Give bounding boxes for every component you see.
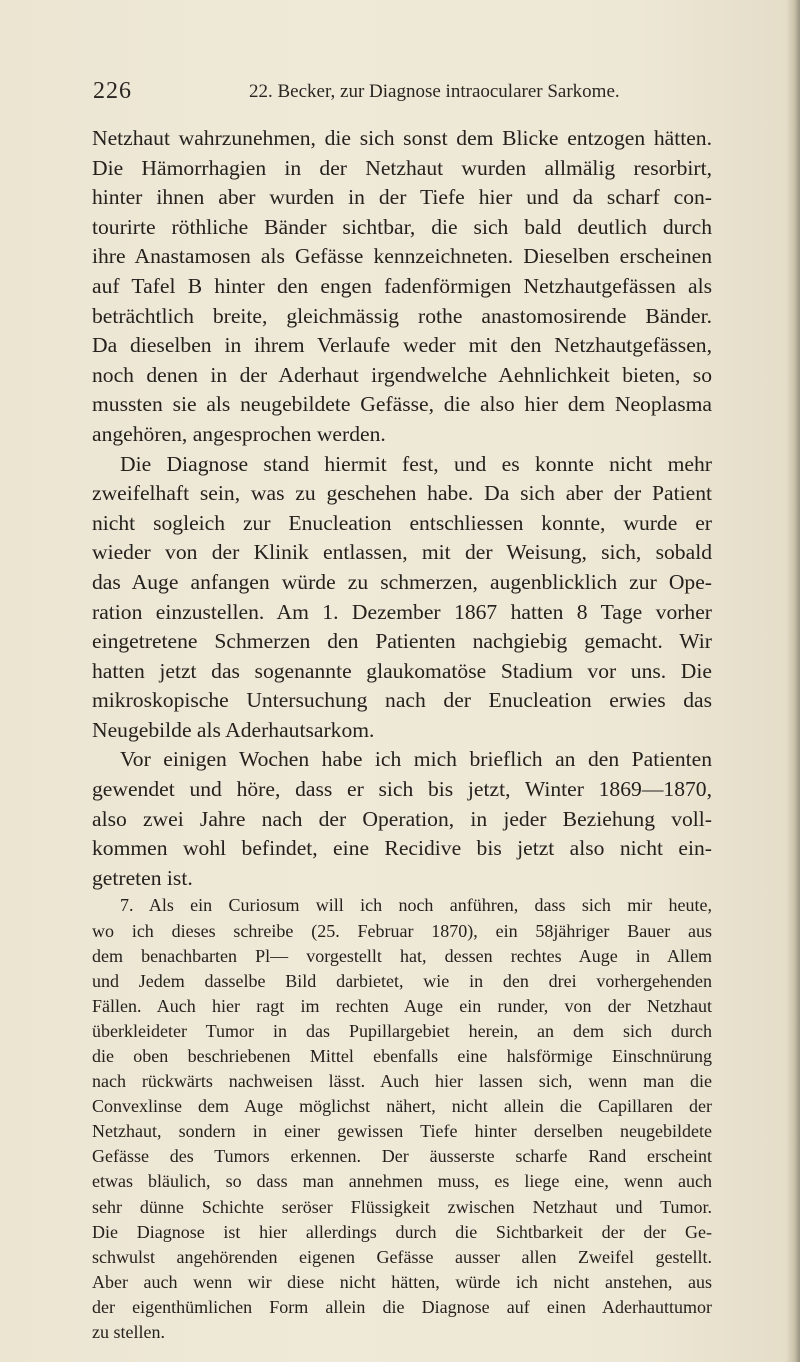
note-line: Gefässe des Tumors erkennen. Der äusserste scharfe Rand erscheint (92, 1146, 712, 1167)
text-line: angehören, angesprochen werden. (92, 421, 386, 446)
text-line: getreten ist. (92, 865, 193, 890)
page-number: 226 (93, 78, 132, 104)
text-line: mussten sie als neugebildete Gefässe, die also hier dem Neoplasma (92, 392, 712, 417)
note-line: 7. Als ein Curiosum will ich noch anführen, dass sich mir heute, (120, 895, 712, 916)
note-line: Die Diagnose ist hier allerdings durch die Sichtbarkeit der der Ge- (92, 1221, 712, 1242)
main-text (92, 124, 712, 893)
note-line: Fällen. Auch hier ragt im rechten Auge ein runder, von der Netzhaut (92, 995, 712, 1016)
text-line: Da dieselben in ihrem Verlaufe weder mit den Netzhautgefässen, (92, 333, 712, 358)
footnote-text (92, 893, 712, 1345)
text-line: Vor einigen Wochen habe ich mich brieflich an den Patienten (120, 747, 712, 772)
text-line: nicht sogleich zur Enucleation entschliessen konnte, wurde er (92, 510, 712, 535)
running-title: 22. Becker, zur Diagnose intraocularer Sarkome. (249, 81, 620, 102)
text-line: ration einzustellen. Am 1. Dezember 1867 hatten 8 Tage vorher (92, 599, 712, 624)
note-line: überkleideter Tumor in das Pupillargebiet herein, an dem sich durch (92, 1020, 712, 1041)
text-line: tourirte röthliche Bänder sichtbar, die sich bald deutlich durch (92, 214, 712, 239)
text-line: also zwei Jahre nach der Operation, in jeder Beziehung voll- (92, 806, 712, 831)
text-line: das Auge anfangen würde zu schmerzen, augenblicklich zur Ope- (92, 569, 712, 594)
page-edge-shadow (786, 0, 800, 1362)
note-line: schwulst angehörenden eigenen Gefässe ausser allen Zweifel gestellt. (92, 1246, 712, 1267)
text-line: hatten jetzt das sogenannte glaukomatöse Stadium vor uns. Die (92, 658, 712, 683)
note-line: dem benachbarten Pl— vorgestellt hat, dessen rechtes Auge in Allem (92, 945, 712, 966)
note-line: zu stellen. (92, 1322, 165, 1343)
text-line: hinter ihnen aber wurden in der Tiefe hier und da scharf con- (92, 185, 712, 210)
text-line: kommen wohl befindet, eine Recidive bis jetzt also nicht ein- (92, 836, 712, 861)
note-line: etwas bläulich, so dass man annehmen muss, es liege eine, wenn auch (92, 1171, 712, 1192)
running-head (93, 78, 713, 108)
note-line: nach rückwärts nachweisen lässt. Auch hier lassen sich, wenn man die (92, 1071, 712, 1092)
text-line: auf Tafel B hinter den engen fadenförmigen Netzhautgefässen als (92, 273, 712, 298)
page-body (92, 124, 712, 1345)
note-line: Convexlinse dem Auge möglichst nähert, nicht allein die Capillaren der (92, 1096, 712, 1117)
text-line: ihre Anastamosen als Gefässe kennzeichneten. Dieselben erscheinen (92, 244, 712, 269)
text-line: mikroskopische Untersuchung nach der Enucleation erwies das (92, 688, 712, 713)
text-line: Die Diagnose stand hiermit fest, und es konnte nicht mehr (120, 451, 712, 476)
note-line: Netzhaut, sondern in einer gewissen Tiefe hinter derselben neugebildete (92, 1121, 712, 1142)
note-line: die oben beschriebenen Mittel ebenfalls eine halsförmige Einschnürung (92, 1046, 712, 1066)
text-line: gewendet und höre, dass er sich bis jetzt, Winter 1869—1870, (92, 777, 712, 802)
text-line: eingetretene Schmerzen den Patienten nachgiebig gemacht. Wir (92, 629, 712, 654)
text-line: Die Hämorrhagien in der Netzhaut wurden allmälig resorbirt, (92, 155, 712, 180)
text-line: Neugebilde als Aderhautsarkom. (92, 717, 375, 742)
text-line: wieder von der Klinik entlassen, mit der Weisung, sich, sobald (92, 540, 712, 565)
text-line: beträchtlich breite, gleichmässig rothe anastomosirende Bänder. (92, 303, 712, 328)
text-line: zweifelhaft sein, was zu geschehen habe. Da sich aber der Patient (92, 481, 712, 506)
note-line: sehr dünne Schichte seröser Flüssigkeit zwischen Netzhaut und Tumor. (92, 1196, 712, 1217)
text-line: Netzhaut wahrzunehmen, die sich sonst dem Blicke entzogen hätten. (92, 126, 712, 150)
note-line: wo ich dieses schreibe (25. Februar 1870), ein 58jähriger Bauer aus (92, 920, 712, 941)
text-line: noch denen in der Aderhaut irgendwelche Aehnlichkeit bieten, so (92, 362, 712, 387)
note-line: Aber auch wenn wir diese nicht hätten, würde ich nicht anstehen, aus (92, 1271, 712, 1292)
note-line: und Jedem dasselbe Bild darbietet, wie in den drei vorhergehenden (92, 970, 712, 991)
note-line: der eigenthümlichen Form allein die Diagnose auf einen Aderhauttumor (92, 1296, 712, 1317)
